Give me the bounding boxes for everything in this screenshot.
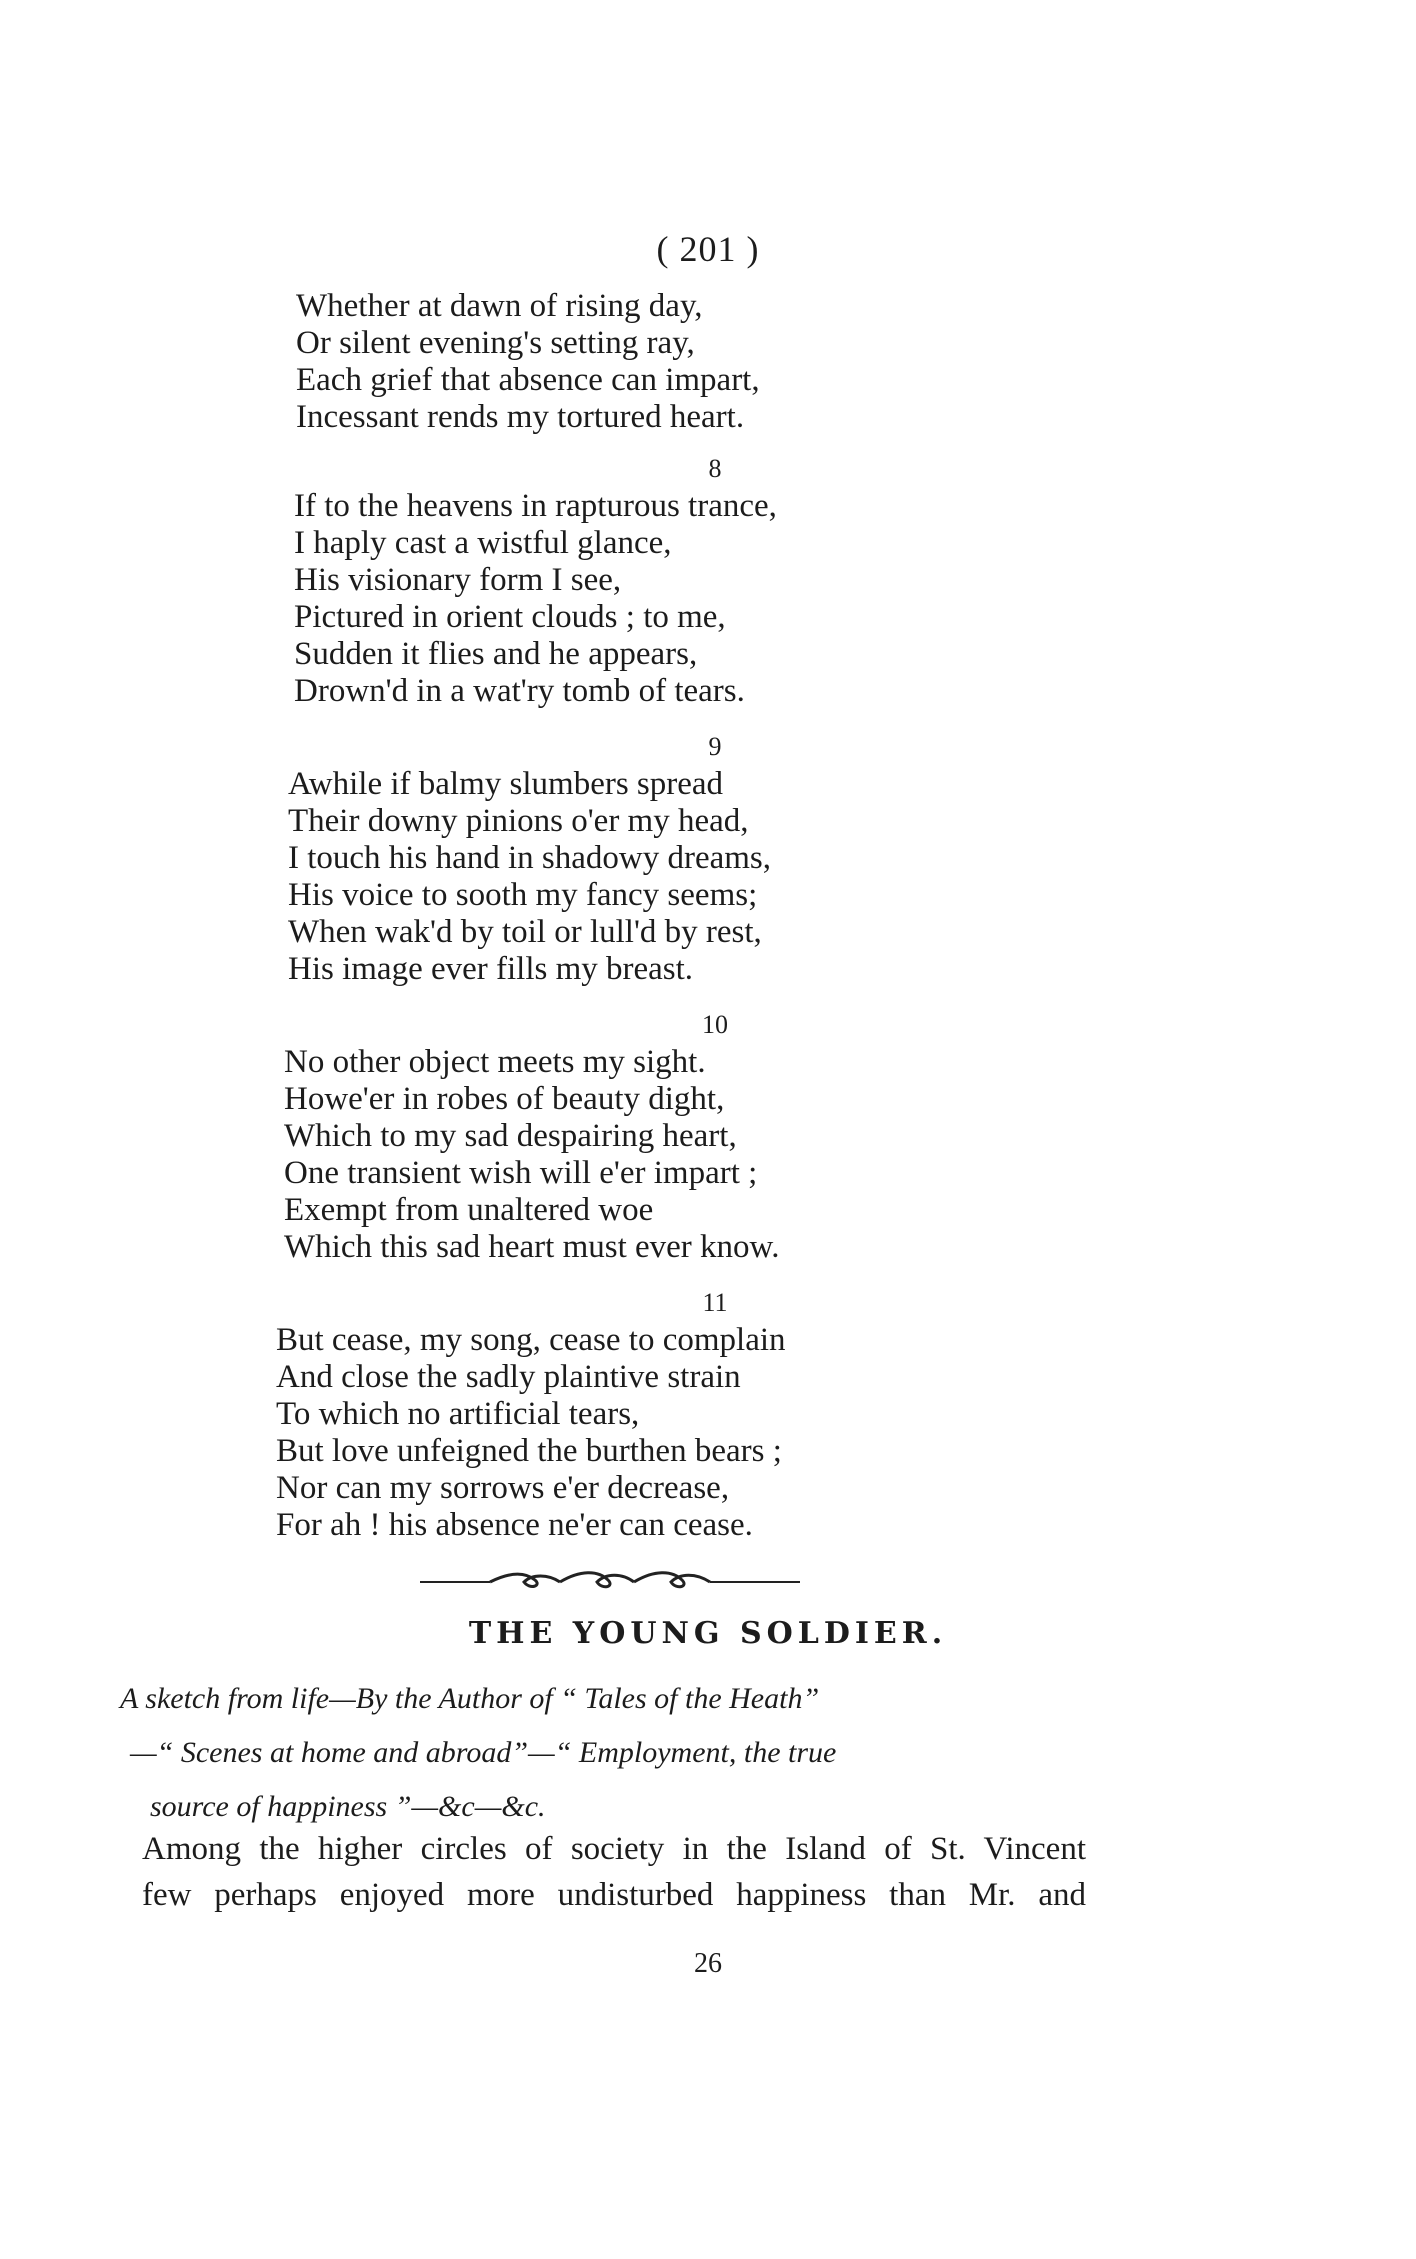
stanza-number: 11 [702, 1288, 728, 1317]
subtitle-line: —“ Scenes at home and abroad”—“ Employment, the true [130, 1736, 837, 1769]
stanza-8 [0, 450, 1416, 710]
poem-line: I touch his hand in shadowy dreams, [288, 840, 771, 876]
poem-line: Pictured in orient clouds ; to me, [294, 599, 726, 635]
body-line: few perhaps enjoyed more undisturbed happiness than Mr. and [142, 1877, 1086, 1913]
poem-line: Exempt from unaltered woe [284, 1192, 654, 1228]
poem-line: Sudden it flies and he appears, [294, 636, 698, 672]
article-body [142, 1826, 1086, 1918]
poem-line: Or silent evening's setting ray, [296, 325, 695, 361]
poem-line: Nor can my sorrows e'er decrease, [276, 1470, 730, 1506]
poem-line: Which this sad heart must ever know. [284, 1229, 780, 1265]
page-number: ( 201 ) [656, 229, 760, 269]
poem-line: His visionary form I see, [294, 562, 622, 598]
signature-mark: 26 [694, 1948, 722, 1979]
decorative-ornament [420, 1568, 800, 1592]
stanza-number: 10 [702, 1010, 728, 1039]
article-subtitle [120, 1672, 1220, 1834]
subtitle-line: A sketch from life—By the Author of “ Tales of the Heath” [120, 1682, 820, 1715]
poem-line: If to the heavens in rapturous trance, [294, 488, 777, 524]
poem-line: Awhile if balmy slumbers spread [288, 766, 724, 802]
poem-line: I haply cast a wistful glance, [294, 525, 672, 561]
article-title: THE YOUNG SOLDIER. [468, 1616, 948, 1651]
poem-line: But love unfeigned the burthen bears ; [276, 1433, 782, 1469]
stanza-number: 9 [708, 732, 722, 761]
poem-line: One transient wish will e'er impart ; [284, 1155, 758, 1191]
poem-line: His image ever fills my breast. [288, 951, 694, 987]
body-line: Among the higher circles of society in the Island of St. Vincent [142, 1831, 1086, 1867]
subtitle-line: source of happiness ”—&c—&c. [150, 1790, 546, 1823]
poem-line: Whether at dawn of rising day, [296, 288, 703, 324]
poem-line: His voice to sooth my fancy seems; [288, 877, 758, 913]
stanza-number: 8 [708, 454, 722, 483]
stanza-9 [0, 728, 1416, 988]
poem-line: Their downy pinions o'er my head, [288, 803, 749, 839]
poem-line: But cease, my song, cease to complain [276, 1322, 786, 1358]
poem-line: Drown'd in a wat'ry tomb of tears. [294, 673, 745, 709]
poem-line: No other object meets my sight. [284, 1044, 706, 1080]
poem-line: Which to my sad despairing heart, [284, 1118, 737, 1154]
poem-line: When wak'd by toil or lull'd by rest, [288, 914, 762, 950]
poem-line: Each grief that absence can impart, [296, 362, 760, 398]
poem-line: And close the sadly plaintive strain [276, 1359, 741, 1395]
poem-line: For ah ! his absence ne'er can cease. [276, 1507, 753, 1543]
poem-line: To which no artificial tears, [276, 1396, 640, 1432]
stanza-10 [0, 1006, 1416, 1266]
poem-line: Incessant rends my tortured heart. [296, 399, 745, 435]
stanza-11 [0, 1284, 1416, 1544]
poem-line: Howe'er in robes of beauty dight, [284, 1081, 725, 1117]
stanza-continued [296, 288, 996, 436]
